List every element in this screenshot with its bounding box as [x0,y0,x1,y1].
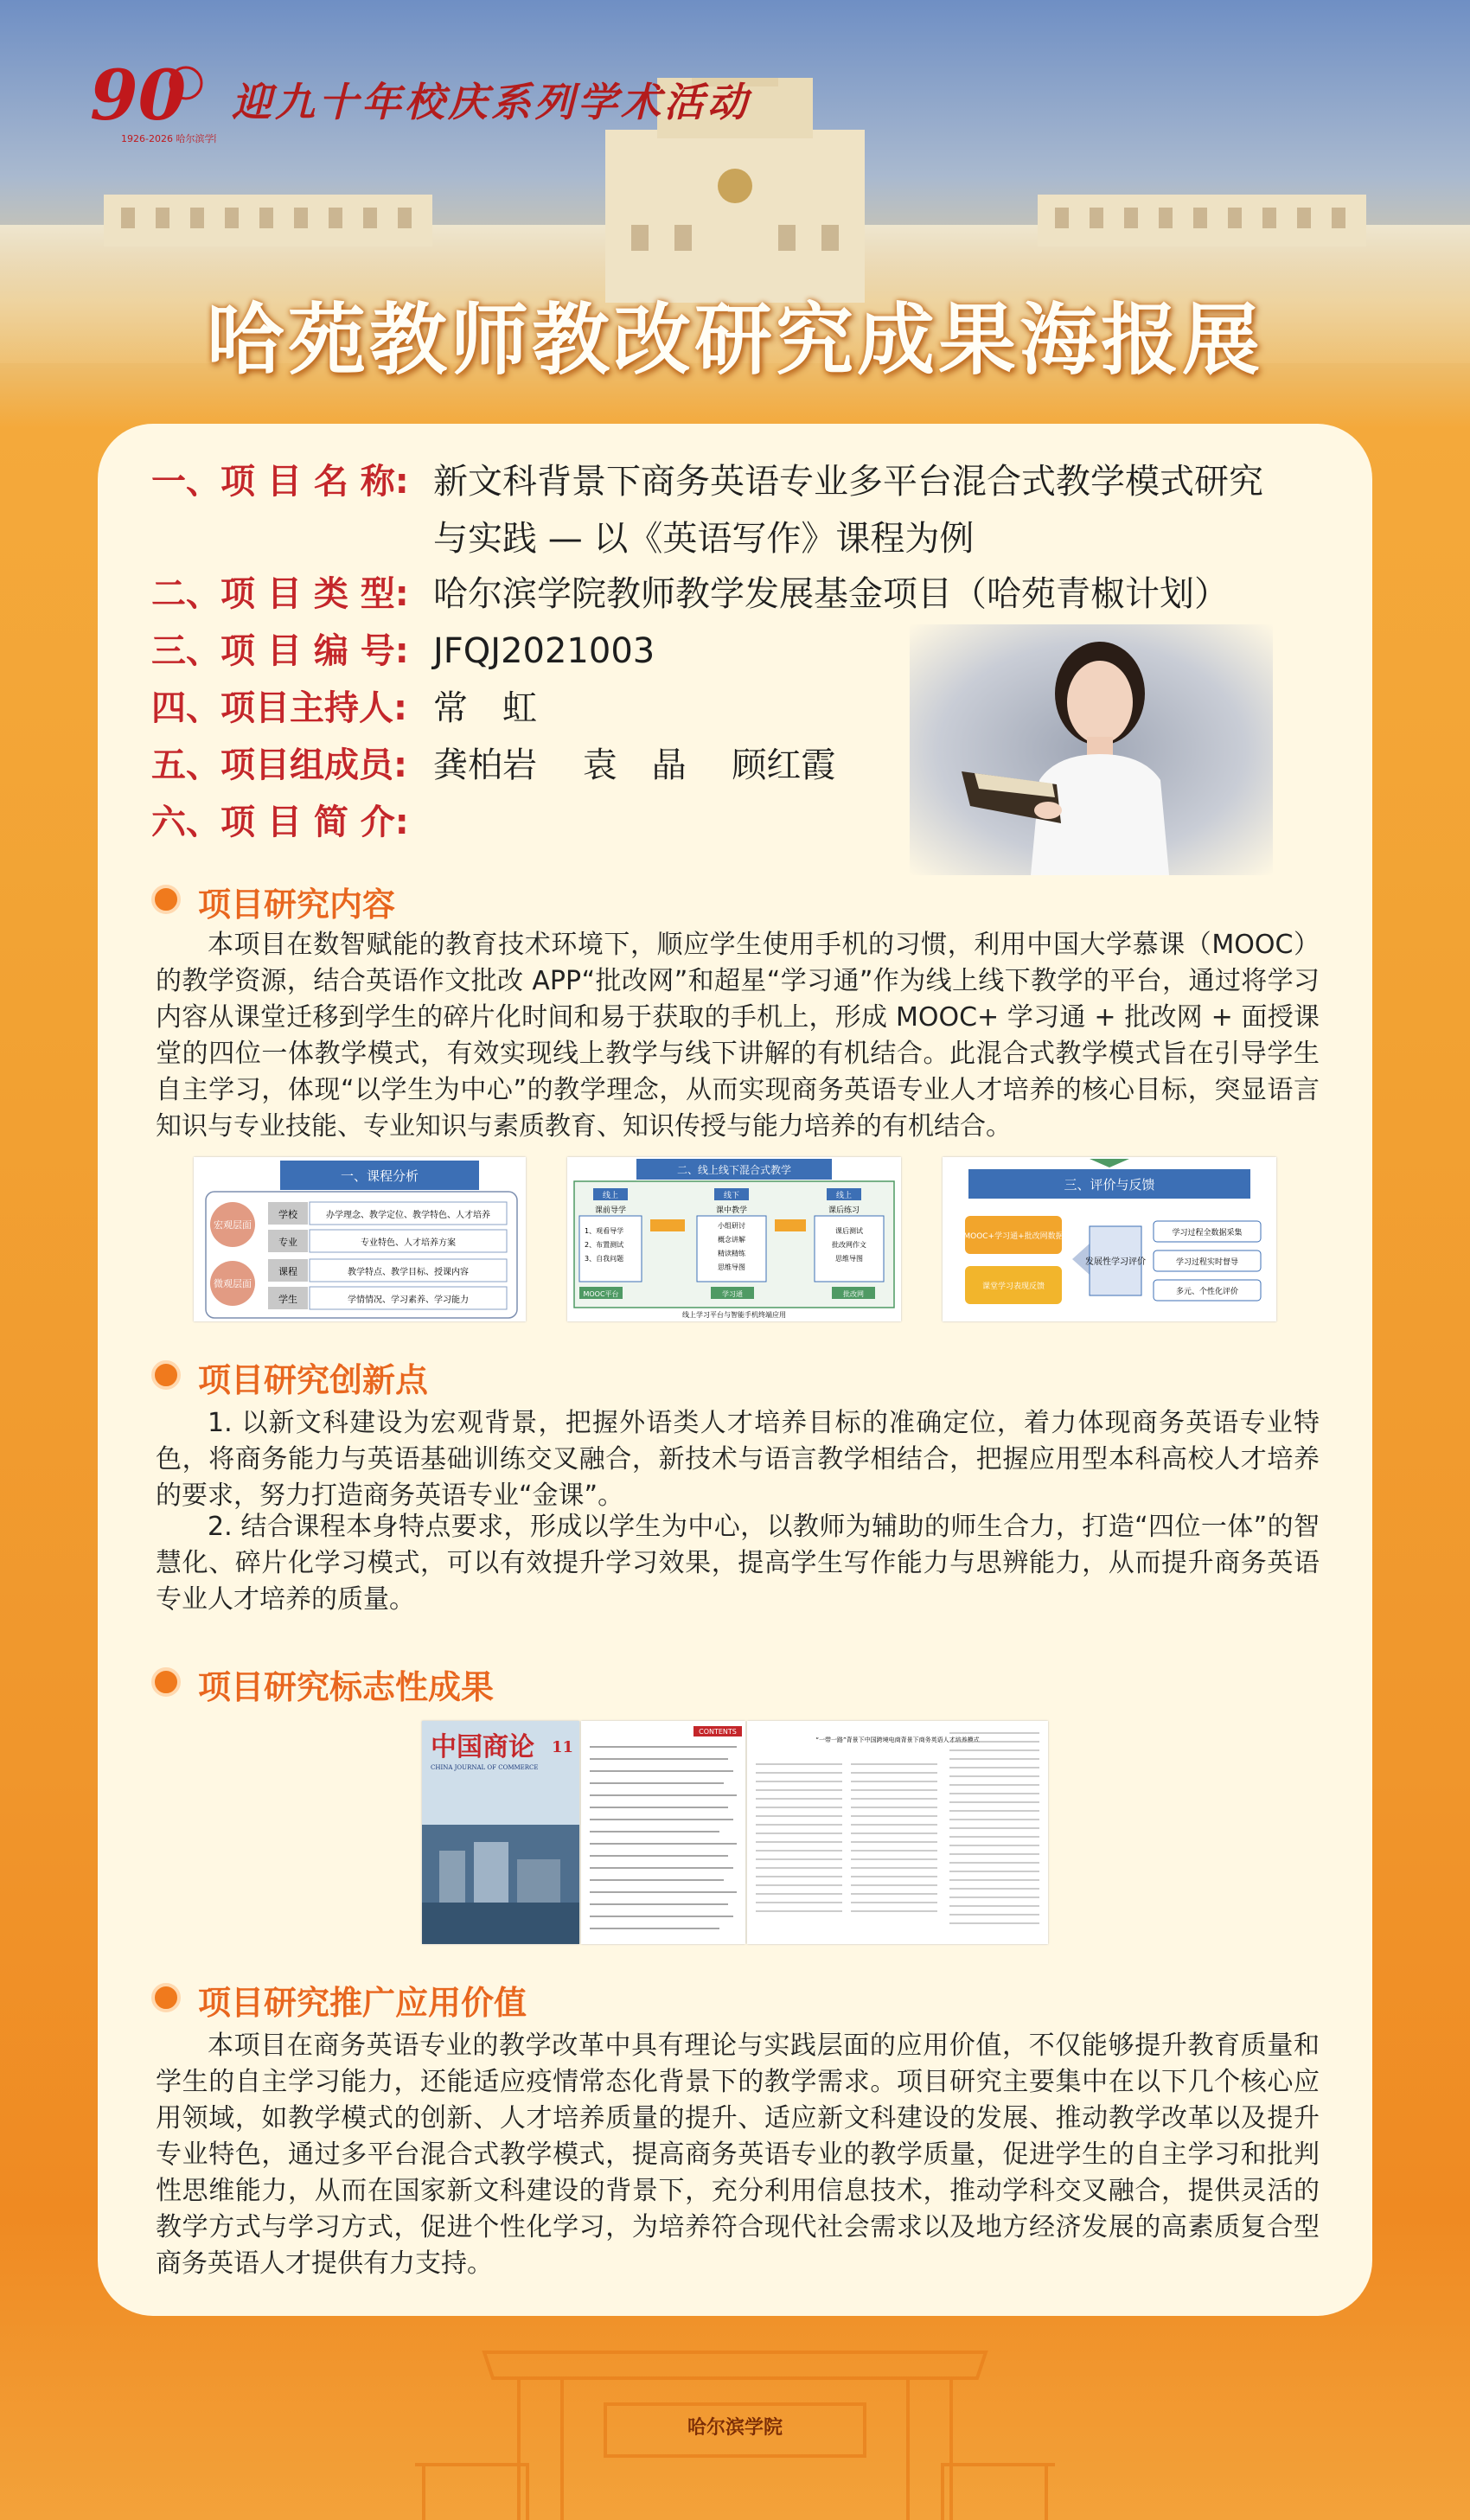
d2-c3: 课后练习 [828,1206,860,1215]
d2-list2-item: 概念讲解 [718,1236,745,1244]
bullet-dot-icon [151,885,181,914]
d1-rows [268,1202,507,1309]
project-name-line2: 与实践 — 以《英语写作》课程为例 [433,519,975,559]
gate-school-name: 哈尔滨学院 [687,2416,783,2439]
project-number-value: JFQJ2021003 [433,631,655,671]
d2-list3-item: 思维导图 [835,1255,863,1263]
d2-b1: MOOC平台 [583,1290,619,1298]
journal-article-image [747,1721,1048,1944]
project-host-label: 四、项目主持人: [151,688,407,728]
d1-left1: 宏观层面 [214,1219,252,1231]
d2-list3-item: 批改网作文 [832,1241,866,1249]
d3-right-item: 学习过程实时督导 [1175,1258,1239,1267]
d3-left2: 课堂学习表现反馈 [981,1282,1045,1291]
project-intro-label: 六、项 目 简 介: [151,803,409,842]
section-innovation-title: 项目研究创新点 [198,1361,429,1399]
d2-col1: 线上 [602,1192,619,1200]
project-name-line1: 新文科背景下商务英语专业多平台混合式教学模式研究 [433,462,1263,502]
section-content-title: 项目研究内容 [198,886,396,924]
svg-text:90: 90 [90,54,187,136]
d1-left2: 微观层面 [214,1278,252,1289]
d2-col2: 线下 [723,1192,740,1200]
d2-list1-item: 1、观看导学 [585,1227,624,1235]
project-members-value: 龚柏岩 袁 晶 顾红霞 [433,745,836,785]
d2-list2-item: 小组研讨 [718,1222,745,1230]
journal-contents-label: CONTENTS [699,1728,737,1736]
d1-title: 一、课程分析 [340,1168,419,1184]
journal-cover-title: 中国商论 [431,1732,534,1762]
d2-list3-item: 课后测试 [835,1227,863,1235]
d3-right-item: 学习过程全数据采集 [1172,1229,1243,1238]
d2-footer: 线上学习平台与智能手机终端应用 [682,1311,786,1319]
journal-contents-image [581,1721,745,1944]
university-90th-logo [86,52,216,147]
section-achievement-title: 项目研究标志性成果 [198,1668,495,1706]
journal-cover-subtitle: CHINA JOURNAL OF COMMERCE [431,1764,539,1771]
section-value-title: 项目研究推广应用价值 [198,1984,527,2022]
logo-text: 1926-2026 哈尔滨学院 [121,133,216,144]
project-members-label: 五、项目组成员: [151,745,407,785]
project-host-photo [910,624,1273,875]
d1-row-value: 办学理念、教学定位、教学特色、人才培养 [326,1211,490,1220]
d3-left1: MOOC+学习通+批改网数据 [963,1232,1064,1241]
innovation-point-1: 1. 以新文科建设为宏观背景，把握外语类人才培养目标的准确定位，着力体现商务英语专业特色，将商务能力与英语基础训练交叉融合，新技术与语言教学相结合，把握应用型本科高校人才培养的要求，努力打造商务英语专业“金课”。 [156,1408,1320,1511]
d2-list1-item: 2、布置测试 [585,1241,624,1249]
project-name-label: 一、项 目 名 称: [151,462,409,502]
project-type-label: 二、项 目 类 型: [151,574,409,614]
d2-c1: 课前导学 [594,1206,627,1215]
journal-article-title: “一带一路”背景下中国跨境电商背景下商务英语人才培养模式 [815,1736,980,1743]
project-type-value: 哈尔滨学院教师教学发展基金项目（哈苑青椒计划） [433,574,1229,614]
d1-row-value: 专业特色、人才培养方案 [361,1238,456,1248]
d1-row-key: 学校 [278,1209,297,1220]
bullet-dot-icon [151,1360,181,1390]
d1-row-value: 学情情况、学习素养、学习能力 [348,1295,469,1305]
section-content-text: 本项目在数智赋能的教育技术环境下，顺应学生使用手机的习惯，利用中国大学慕课（MOOC）的教学资源，结合英语作文批改 APP“批改网”和超星“学习通”作为线上线下教学的平台，通过将学习内容从课堂迁移到学生的碎片化时间和易于获取的手机上，形成 MOOC+ 学习通 + 批改网 + 面授课堂的四位一体教学模式，有效实现线上教学与线下讲解的有机结合。此混合式教学模式旨在引导学生自主学习，体现“以学生为中心”的教学理念，从而实现商务英语专业人才培养的核心目标，突显语言知识与专业技能、专业知识与素质教育、知识传授与能力培养的有机结合。 [156,930,1320,1142]
poster-title: 哈苑教师教改研究成果海报展 [207,295,1263,386]
d3-title: 三、评价与反馈 [1064,1177,1155,1193]
d2-col3: 线上 [835,1192,853,1200]
d2-b2: 学习通 [722,1290,743,1298]
d2-list1-item: 3、自我问题 [585,1255,624,1263]
d2-list2-item: 思维导图 [718,1263,745,1271]
d2-list2-item: 精读精练 [718,1250,745,1257]
innovation-point-2: 2. 结合课程本身特点要求，形成以学生为中心，以教师为辅助的师生合力，打造“四位一体”的智慧化、碎片化学习模式，可以有效提升学习效果，提高学生写作能力与思辨能力，从而提升商务英语专业人才培养的质量。 [156,1512,1320,1615]
evaluation-feedback-diagram [943,1157,1276,1321]
bullet-dot-icon [151,1667,181,1697]
campus-gate-illustration [389,2326,1081,2520]
d2-c2: 课中教学 [715,1206,748,1215]
d2-title: 二、线上线下混合式教学 [676,1164,792,1176]
course-analysis-diagram [194,1157,526,1321]
d3-right-item: 多元、个性化评价 [1175,1288,1239,1296]
d3-center: 发展性学习评价 [1085,1257,1146,1267]
d2-b3: 批改网 [843,1290,864,1298]
project-host-value: 常 虹 [433,688,537,728]
d1-row-value: 教学特点、教学目标、授课内容 [348,1268,469,1277]
d1-row-key: 学生 [278,1294,297,1305]
blended-teaching-diagram [567,1157,901,1321]
journal-cover-issue: 11 [552,1738,574,1756]
section-value-text: 本项目在商务英语专业的教学改革中具有理论与实践层面的应用价值，不仅能够提升教育质量和学生的自主学习能力，还能适应疫情常态化背景下的教学需求。项目研究主要集中在以下几个核心应用领域，如教学模式的创新、人才培养质量的提升、适应新文科建设的发展、推动教学改革以及提升专业特色，通过多平台混合式教学模式，提高商务英语专业的教学质量，促进学生的自主学习和批判性思维能力，从而在国家新文科建设的背景下，充分利用信息技术，推动学科交叉融合，提供灵活的教学方式与学习方式，促进个性化学习，为培养符合现代社会需求以及地方经济发展的高素质复合型商务英语人才提供有力支持。 [156,2031,1320,2279]
d1-row-key: 专业 [278,1237,297,1248]
anniversary-slogan: 迎九十年校庆系列学术活动 [232,79,751,125]
bullet-dot-icon [151,1983,181,2012]
d1-row-key: 课程 [278,1266,297,1277]
project-number-label: 三、项 目 编 号: [151,631,409,671]
journal-cover-image [422,1721,579,1944]
